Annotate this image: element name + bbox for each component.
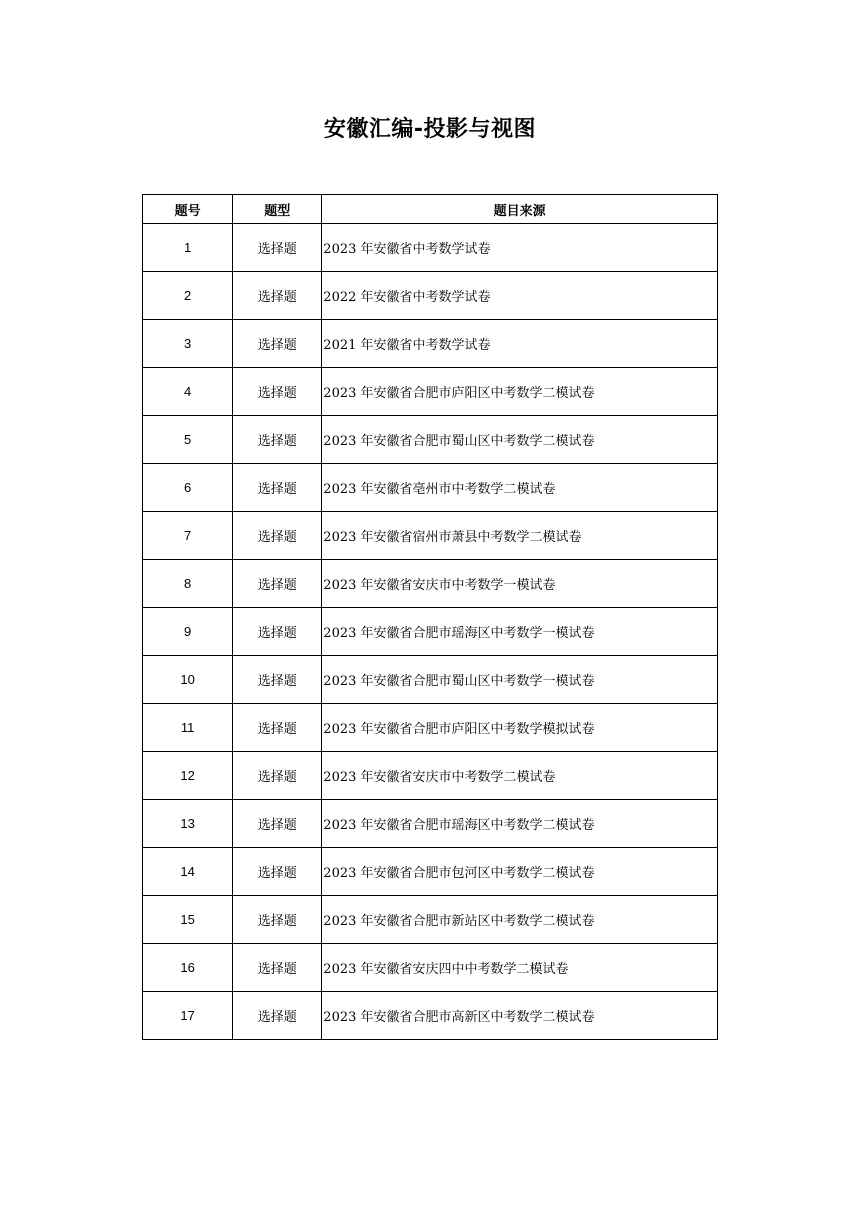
table-row [143,848,718,896]
table-row [143,896,718,944]
header-question-source: 题目来源 [322,195,718,224]
question-type-cell: 选择题 [233,704,322,752]
question-source-cell: 2023 年安徽省合肥市包河区中考数学二模试卷 [322,848,718,896]
table-row [143,320,718,368]
table-row [143,944,718,992]
question-source-cell: 2022 年安徽省中考数学试卷 [322,272,718,320]
question-number-cell: 10 [143,656,233,704]
question-number-cell: 14 [143,848,233,896]
question-source-cell: 2023 年安徽省合肥市瑶海区中考数学二模试卷 [322,800,718,848]
question-number-cell: 8 [143,560,233,608]
question-type-cell: 选择题 [233,896,322,944]
table-row [143,752,718,800]
page-title: 安徽汇编-投影与视图 [323,117,537,142]
question-number-cell: 16 [143,944,233,992]
table-row [143,656,718,704]
question-source-cell: 2023 年安徽省安庆四中中考数学二模试卷 [322,944,718,992]
table-row [143,608,718,656]
question-number-cell: 1 [143,224,233,272]
table-row [143,224,718,272]
table-row [143,368,718,416]
question-source-cell: 2023 年安徽省亳州市中考数学二模试卷 [322,464,718,512]
table-row [143,512,718,560]
question-number-cell: 5 [143,416,233,464]
question-type-cell: 选择题 [233,608,322,656]
header-question-number: 题号 [143,195,233,224]
table-row [143,272,718,320]
table-body [143,224,718,1040]
question-type-cell: 选择题 [233,992,322,1040]
question-type-cell: 选择题 [233,224,322,272]
question-type-cell: 选择题 [233,272,322,320]
question-type-cell: 选择题 [233,944,322,992]
question-number-cell: 7 [143,512,233,560]
question-number-cell: 11 [143,704,233,752]
question-type-cell: 选择题 [233,512,322,560]
table-row [143,464,718,512]
table-row [143,800,718,848]
question-type-cell: 选择题 [233,560,322,608]
question-number-cell: 3 [143,320,233,368]
question-type-cell: 选择题 [233,752,322,800]
question-number-cell: 15 [143,896,233,944]
question-source-cell: 2023 年安徽省合肥市新站区中考数学二模试卷 [322,896,718,944]
question-type-cell: 选择题 [233,416,322,464]
question-number-cell: 6 [143,464,233,512]
table-row [143,560,718,608]
table-header-row [143,195,718,224]
question-number-cell: 12 [143,752,233,800]
question-source-cell: 2023 年安徽省合肥市蜀山区中考数学二模试卷 [322,416,718,464]
table-row [143,704,718,752]
question-type-cell: 选择题 [233,320,322,368]
question-source-cell: 2023 年安徽省中考数学试卷 [322,224,718,272]
question-source-cell: 2023 年安徽省合肥市庐阳区中考数学二模试卷 [322,368,718,416]
question-source-cell: 2023 年安徽省宿州市萧县中考数学二模试卷 [322,512,718,560]
question-number-cell: 4 [143,368,233,416]
question-source-cell: 2023 年安徽省合肥市蜀山区中考数学一模试卷 [322,656,718,704]
question-type-cell: 选择题 [233,656,322,704]
question-source-cell: 2023 年安徽省安庆市中考数学一模试卷 [322,560,718,608]
question-number-cell: 2 [143,272,233,320]
header-question-type: 题型 [233,195,322,224]
table-row [143,992,718,1040]
question-source-cell: 2023 年安徽省合肥市高新区中考数学二模试卷 [322,992,718,1040]
question-source-table [142,194,718,1040]
question-type-cell: 选择题 [233,848,322,896]
question-source-cell: 2023 年安徽省合肥市庐阳区中考数学模拟试卷 [322,704,718,752]
question-number-cell: 9 [143,608,233,656]
question-source-cell: 2023 年安徽省合肥市瑶海区中考数学一模试卷 [322,608,718,656]
question-number-cell: 13 [143,800,233,848]
question-type-cell: 选择题 [233,368,322,416]
table-row [143,416,718,464]
question-source-cell: 2023 年安徽省安庆市中考数学二模试卷 [322,752,718,800]
question-type-cell: 选择题 [233,800,322,848]
question-source-cell: 2021 年安徽省中考数学试卷 [322,320,718,368]
question-number-cell: 17 [143,992,233,1040]
question-type-cell: 选择题 [233,464,322,512]
